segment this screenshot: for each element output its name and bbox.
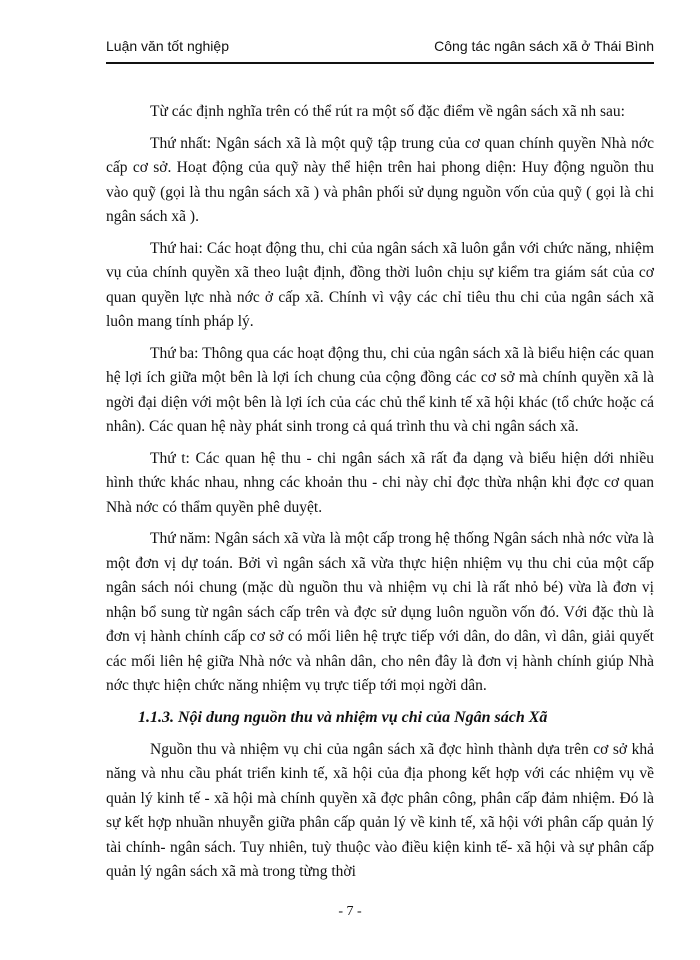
paragraph-fourth-feature: Thứ t: Các quan hệ thu - chi ngân sách xã rất đa dạng và biểu hiện dới nhiều hình thức khác nhau, nhng các khoản thu - chi này chỉ đợc thừa nhận khi đợc cơ quan Nhà nớc có thẩm quyền phê duyệt. [106,449,654,516]
document-body [106,100,654,892]
section-heading: 1.1.3. Nội dung nguồn thu và nhiệm vụ chi của Ngân sách Xã [138,708,548,726]
paragraph-revenue-content: Nguồn thu và nhiệm vụ chi của ngân sách xã đợc hình thành dựa trên cơ sở khả năng và nhu cầu phát triển kinh tế, xã hội của địa phong kết hợp với các nhiệm vụ về quản lý kinh tế - xã hội mà chính quyền xã đợc phân công, phân cấp đảm nhiệm. Đó là sự kết hợp nhuần nhuyễn giữa phân cấp quản lý về kinh tế, xã hội với phân cấp quản lý tài chính- ngân sách. Tuy nhiên, tuỳ thuộc vào điều kiện kinh tế- xã hội và sự phân cấp quản lý ngân sách xã mà trong từng thời [106,740,654,880]
paragraph-fifth-feature: Thứ năm: Ngân sách xã vừa là một cấp trong hệ thống Ngân sách nhà nớc vừa là một đơn vị dự toán. Bởi vì ngân sách xã vừa thực hiện nhiệm vụ thu chi của một cấp ngân sách nói chung (mặc dù nguồn thu và nhiệm vụ chi là rất nhỏ bé) vừa là đơn vị nhận bổ sung từ ngân sách cấp trên và đợc sử dụng luôn nguồn vốn đó. Với đặc thù là đơn vị hành chính cấp cơ sở có mối liên hệ trực tiếp với dân, do dân, vì dân, giải quyết các mối liên hệ giữa Nhà nớc và nhân dân, cho nên đây là đơn vị hành chính giúp Nhà nớc thực hiện chức năng nhiệm vụ trực tiếp tới mọi ngời dân. [106,530,654,694]
paragraph-first-feature: Thứ nhất: Ngân sách xã là một quỹ tập trung của cơ quan chính quyền Nhà nớc cấp cơ sở. Hoạt động của quỹ này thể hiện trên hai phong diện: Huy động nguồn thu vào quỹ (gọi là thu ngân sách xã ) và phân phối sử dụng nguồn vốn của quỹ ( gọi là chi ngân sách xã ). [106,134,654,225]
header-divider [106,62,654,64]
paragraph-intro: Từ các định nghĩa trên có thể rút ra một số đặc điểm về ngân sách xã nh sau: [150,103,625,120]
paragraph-third-feature: Thứ ba: Thông qua các hoạt động thu, chi của ngân sách xã là biểu hiện các quan hệ lợi ích giữa một bên là lợi ích chung của cộng đồng các cơ sở mà chính quyền xã là ngời đại diện với một bên là lợi ích của các chủ thể kinh tế xã hội khác (tổ chức hoặc cá nhân). Các quan hệ này phát sinh trong cả quá trình thu và chi ngân sách xã. [106,344,654,435]
page-number: - 7 - [338,904,362,919]
header-right-title: Công tác ngân sách xã ở Thái Bình [434,38,654,54]
header-left-title: Luận văn tốt nghiệp [106,38,229,54]
page-header [106,38,654,60]
paragraph-second-feature: Thứ hai: Các hoạt động thu, chi của ngân sách xã luôn gắn với chức năng, nhiệm vụ của chính quyền xã theo luật định, đồng thời luôn chịu sự kiểm tra giám sát của cơ quan quyền lực nhà nớc ở cấp xã. Chính vì vậy các chỉ tiêu thu chi của ngân sách xã luôn mang tính pháp lý. [106,239,654,330]
